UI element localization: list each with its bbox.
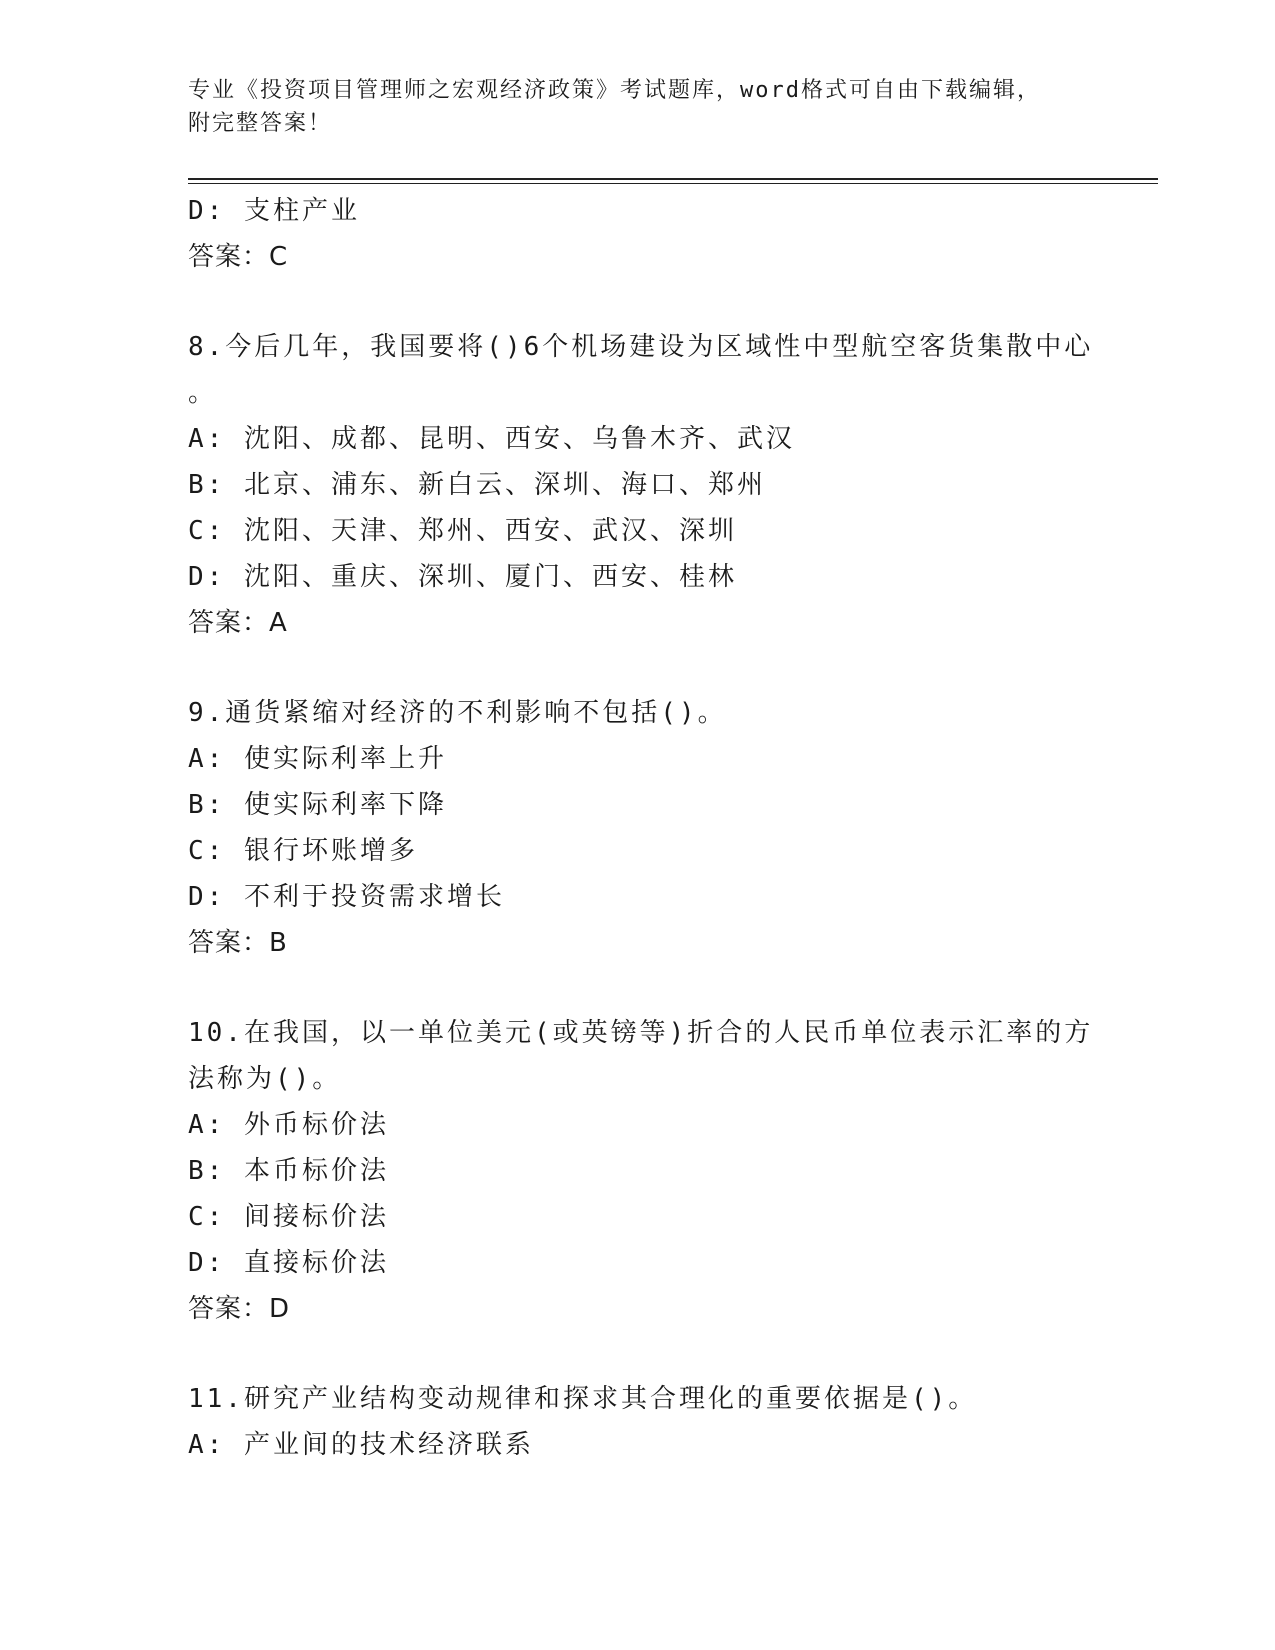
question-9 (188, 690, 1088, 966)
question-10-answer: 答案：D (188, 1294, 291, 1324)
question-8-answer: 答案：A (188, 608, 288, 638)
question-11 (188, 1376, 1088, 1468)
question-8-option-a: A: 沈阳、成都、昆明、西安、乌鲁木齐、武汉 (188, 424, 795, 454)
question-9-option-d: D: 不利于投资需求增长 (188, 882, 505, 912)
question-8-option-b: B: 北京、浦东、新白云、深圳、海口、郑州 (188, 470, 766, 500)
question-10-option-a: A: 外币标价法 (188, 1110, 389, 1140)
header-divider-thin (188, 183, 1158, 184)
question-8-stem-line-1: 8.今后几年，我国要将()6个机场建设为区域性中型航空客货集散中心 (188, 332, 1094, 362)
question-10-option-d: D: 直接标价法 (188, 1248, 389, 1278)
question-8-stem-line-2: 。 (188, 378, 218, 408)
question-9-option-a: A: 使实际利率上升 (188, 744, 447, 774)
question-10-stem-line-1: 10.在我国，以一单位美元(或英镑等)折合的人民币单位表示汇率的方 (188, 1018, 1094, 1048)
question-8-option-d: D: 沈阳、重庆、深圳、厦门、西安、桂林 (188, 562, 737, 592)
spacer (188, 280, 1088, 324)
question-10-stem-line-2: 法称为()。 (188, 1064, 342, 1094)
question-8 (188, 324, 1094, 646)
carryover-answer: 答案：C (188, 242, 289, 272)
question-9-stem-line-1: 9.通货紧缩对经济的不利影响不包括()。 (188, 698, 727, 728)
question-9-answer: 答案：B (188, 928, 288, 958)
page-header (188, 74, 1088, 140)
header-line-1: 专业《投资项目管理师之宏观经济政策》考试题库，word格式可自由下载编辑， (188, 78, 1041, 103)
question-9-option-b: B: 使实际利率下降 (188, 790, 447, 820)
header-line-2: 附完整答案！ (188, 111, 333, 136)
question-10 (188, 1010, 1094, 1332)
question-10-option-c: C: 间接标价法 (188, 1202, 389, 1232)
spacer (188, 1332, 1088, 1376)
question-8-option-c: C: 沈阳、天津、郑州、西安、武汉、深圳 (188, 516, 737, 546)
spacer (188, 966, 1088, 1010)
question-11-stem-line-1: 11.研究产业结构变动规律和探求其合理化的重要依据是()。 (188, 1384, 978, 1414)
question-11-option-a: A: 产业间的技术经济联系 (188, 1430, 534, 1460)
question-10-option-b: B: 本币标价法 (188, 1156, 389, 1186)
spacer (188, 646, 1088, 690)
carryover-option-d: D: 支柱产业 (188, 196, 360, 226)
question-list (188, 188, 1094, 1468)
header-divider-thick (188, 178, 1158, 180)
question-9-option-c: C: 银行坏账增多 (188, 836, 418, 866)
